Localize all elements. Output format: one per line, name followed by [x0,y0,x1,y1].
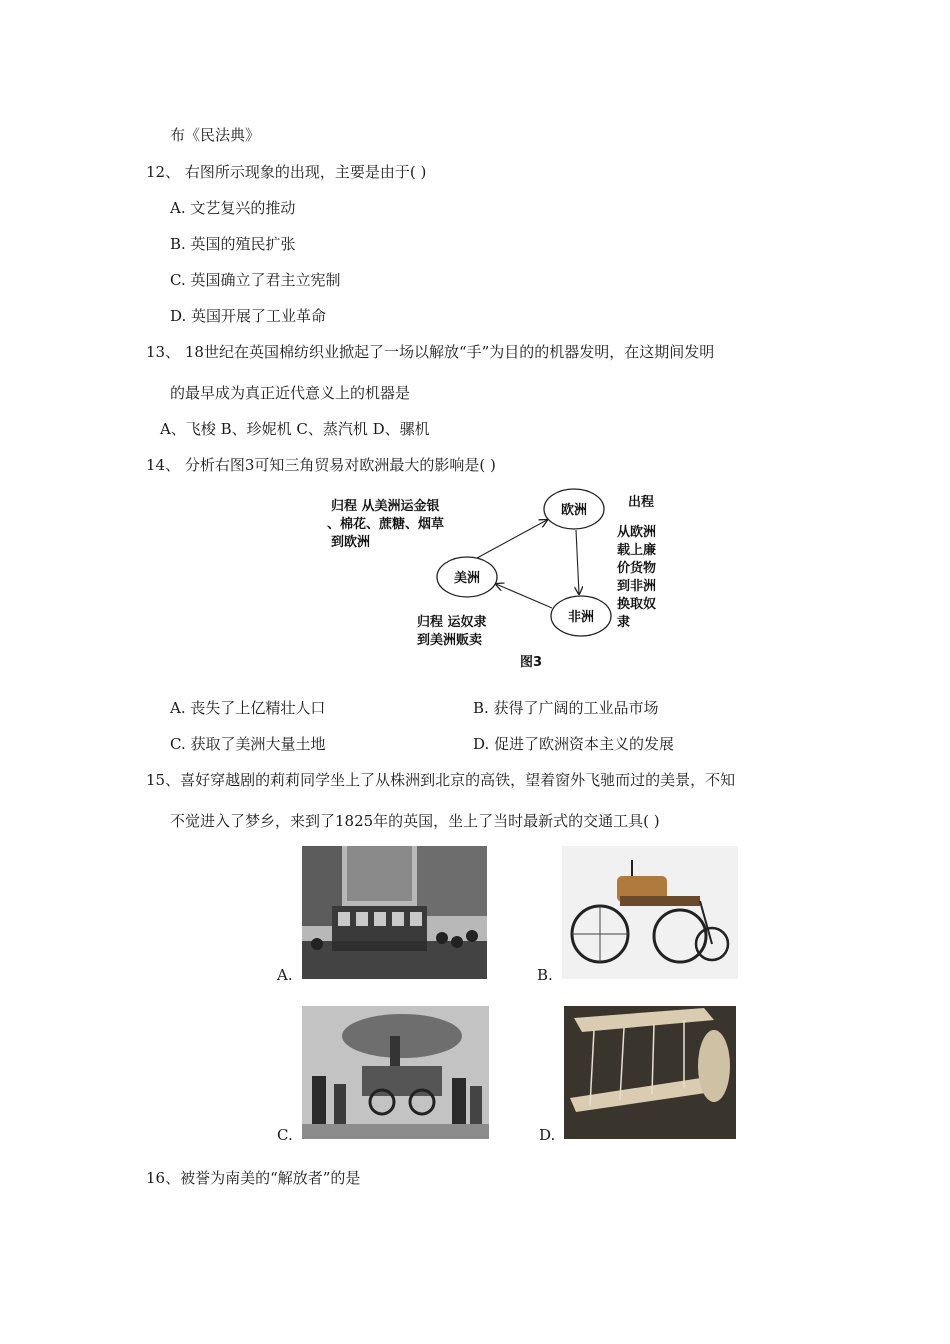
q14-option-b: B. 获得了广阔的工业品市场 [473,699,659,717]
q13-stem-line1: 13、 18世纪在英国棉纺织业掀起了一场以解放“手”为目的的机器发明，在这期间发明 [146,343,715,361]
q13-stem-line2: 的最早成为真正近代意义上的机器是 [170,384,411,402]
q16-stem: 16、被誉为南美的“解放者”的是 [146,1169,361,1187]
q12-option-a: A. 文艺复兴的推动 [170,199,296,217]
q14-option-a: A. 丧失了上亿精壮人口 [170,699,326,717]
q12-option-d: D. 英国开展了工业革命 [170,307,327,325]
outbound-line5: 换取奴 [617,597,657,612]
triangle-trade-diagram [325,484,685,674]
q15-label-a: A. [277,966,293,984]
q14-option-d: D. 促进了欧洲资本主义的发展 [473,735,675,753]
photo-motor-tricycle [562,846,738,979]
q12-option-b: B. 英国的殖民扩张 [170,235,296,253]
return1-line3: 到欧洲 [331,535,371,550]
outbound-line6: 隶 [617,615,631,630]
q11-tail: 布《民法典》 [170,126,261,144]
return1-line2: 、棉花、蔗糖、烟草 [327,517,445,532]
outbound-line2: 载上廉 [617,543,657,558]
outbound-line3: 价货物 [617,561,657,576]
q15-stem-line2: 不觉进入了梦乡，来到了1825年的英国，坐上了当时最新式的交通工具( ) [170,812,660,830]
outbound-title: 出程 [628,495,655,510]
return2-line1: 归程 运奴隶 [417,615,487,630]
outbound-line4: 到非洲 [617,579,657,594]
arrow-europe-to-africa [576,530,579,594]
figure-caption: 图3 [520,655,543,670]
return2-line2: 到美洲贩卖 [417,633,483,648]
arrow-africa-to-america [496,584,552,608]
photo-steam-locomotive [302,1006,489,1139]
q15-stem-line1: 15、喜好穿越剧的莉莉同学坐上了从株洲到北京的高铁，望着窗外飞驰而过的美景，不知 [146,771,736,789]
q15-label-b: B. [537,966,553,984]
photo-early-airplane [564,1006,736,1139]
arrow-america-to-europe [477,520,547,558]
q14-option-c: C. 获取了美洲大量土地 [170,735,326,753]
q14-stem: 14、 分析右图3可知三角贸易对欧洲最大的影响是( ) [146,456,496,474]
photo-tram [302,846,487,979]
q12-option-c: C. 英国确立了君主立宪制 [170,271,341,289]
node-america-label: 美洲 [453,571,481,586]
q13-options: A、飞梭 B、珍妮机 C、蒸汽机 D、骡机 [160,420,430,438]
q15-label-c: C. [277,1126,293,1144]
q15-label-d: D. [539,1126,556,1144]
node-europe-label: 欧洲 [560,503,588,518]
node-africa-label: 非洲 [567,610,595,625]
outbound-line1: 从欧洲 [617,525,657,540]
return1-line1: 归程 从美洲运金银 [331,499,440,514]
q12-stem: 12、 右图所示现象的出现，主要是由于( ) [146,163,427,181]
